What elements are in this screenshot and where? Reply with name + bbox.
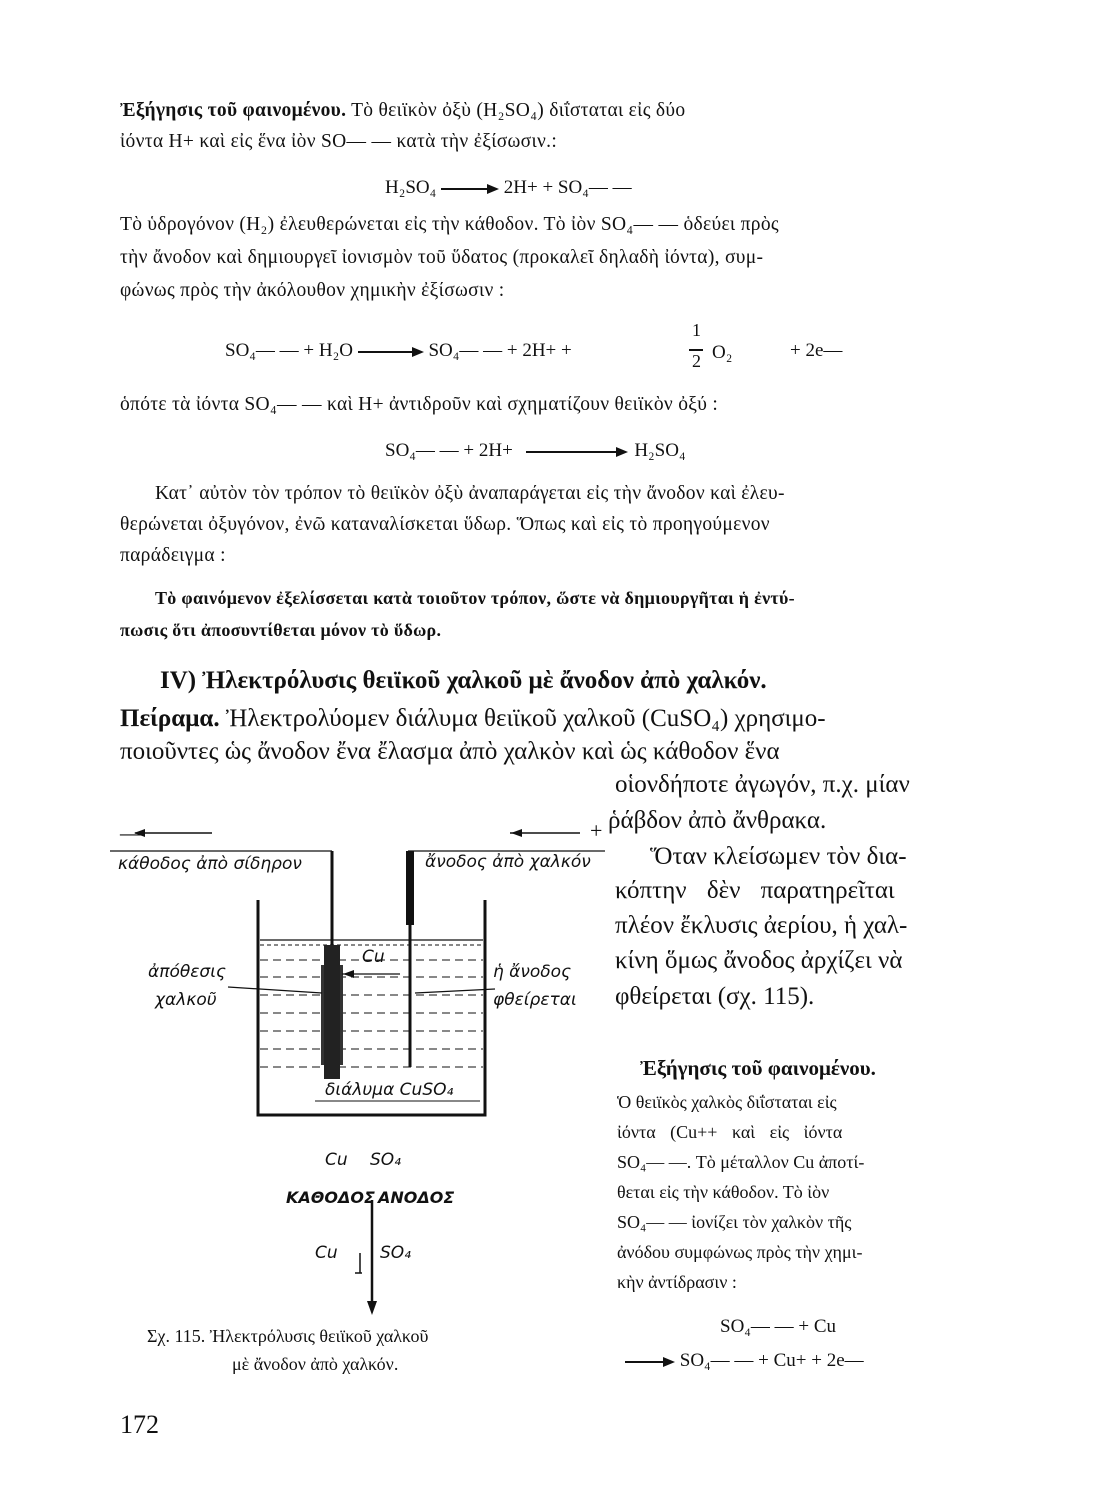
paragraph-3-line-1: Κατ᾽ αὐτὸν τὸν τρόπον τὸ θειϊκὸν ὀξὺ ἀναπαράγεται εἰς τὴν ἄνοδον καὶ ἐλευ- [155, 483, 785, 504]
equation-1 [385, 177, 632, 199]
experiment-line-7: πλέον ἔκλυσις ἀερίου, ἡ χαλ- [615, 912, 908, 939]
fraction-denominator: 2 [692, 351, 701, 371]
plus-sign: + [590, 818, 603, 843]
anode-decay-label-1: ἡ ἄνοδος [493, 962, 572, 982]
paragraph-3-line-2: θερώνεται ὀξυγόνον, ἐνῶ καταναλίσκεται ὕδωρ. Ὅπως καὶ εἰς τὸ προηγούμενον [120, 514, 770, 535]
intro-line-1-rest: Τὸ θειϊκὸν ὀξὺ (H₂SO₄) διΐσταται εἰς δύο [351, 100, 686, 121]
solution-label: διάλυμα CuSO₄ [325, 1080, 454, 1100]
electrolysis-diagram [110, 815, 610, 1335]
explanation-line-6: ἀνόδου συμφώνως πρὸς τὴν χημι- [617, 1242, 863, 1262]
equation-1-right: 2H+ + SO₄— — [503, 177, 632, 198]
minus-sign: — [120, 820, 142, 845]
explanation-equation-product: SO₄— — + Cu+ + 2e— [679, 1350, 864, 1371]
copper-deposit [324, 945, 340, 1079]
conclusion-line-1: Τὸ φαινόμενον ἐξελίσσεται κατὰ τοιοῦτον τρόπον, ὥστε νὰ δημιουργῆται ἡ ἐντύ- [155, 588, 795, 608]
left-arrow-icon [511, 829, 522, 837]
equation-1-left: H₂SO₄ [385, 177, 437, 198]
equation-3-left: SO₄— — + 2H+ [385, 440, 513, 461]
experiment-line-9: φθείρεται (σχ. 115). [615, 983, 815, 1010]
down-arrow-icon [367, 1301, 377, 1315]
section-title: IV) Ἠλεκτρόλυσις θειϊκοῦ χαλκοῦ μὲ ἄνοδον ἀπὸ χαλκόν. [160, 667, 767, 694]
paragraph-1-line-2: τὴν ἄνοδον καὶ δημιουργεῖ ἰονισμὸν τοῦ ὕδατος (προκαλεῖ δηλαδὴ ἰόντα), συμ- [120, 247, 764, 268]
ion-so4-top: SO₄ [370, 1150, 401, 1170]
cu-ion-label: Cu [362, 947, 385, 967]
ion-cu-bottom: Cu [315, 1243, 338, 1263]
equation-3 [385, 440, 686, 462]
anode-caps-label: ΑΝΟΔΟΣ [378, 1188, 455, 1207]
intro-line-2: ἰόντα H+ καὶ εἰς ἕνα ἰὸν SO— — κατὰ τὴν ἐξίσωσιν.: [120, 131, 558, 152]
paragraph-2: ὁπότε τὰ ἰόντα SO₄— — καὶ H+ ἀντιδροῦν καὶ σχηματίζουν θειϊκὸν ὀξύ : [120, 394, 719, 415]
right-arrow-icon [625, 1356, 675, 1368]
equation-2-tail: + 2e— [790, 340, 843, 361]
experiment-line-6: κόπτην δὲν παρατηρεῖται [615, 877, 895, 904]
experiment-line-5: Ὅταν κλείσωμεν τὸν δια- [650, 843, 907, 870]
figure-caption-line-2: μὲ ἄνοδον ἀπὸ χαλκόν. [232, 1354, 399, 1374]
anode-decay-label-2: φθείρεται [493, 990, 577, 1010]
paragraph-1-line-3: φώνως πρὸς τὴν ἀκόλουθον χημικὴν ἐξίσωσιν : [120, 280, 505, 301]
explanation-equation-line-2 [625, 1350, 864, 1372]
intro-line-1 [120, 100, 685, 122]
equation-2-right: SO₄— — + 2H+ + [428, 340, 572, 361]
explanation-line-4: θεται εἰς τὴν κάθοδον. Τὸ ἰὸν [617, 1182, 830, 1202]
experiment-line-1-rest: Ἠλεκτρολύομεν διάλυμα θειϊκοῦ χαλκοῦ (CuSO₄) χρησιμο- [225, 705, 826, 732]
fraction-numerator: 1 [692, 320, 701, 340]
paragraph-3-line-3: παράδειγμα : [120, 545, 226, 566]
experiment-line-1 [120, 705, 826, 733]
figure-caption-line-1: Σχ. 115. Ἠλεκτρόλυσις θειϊκοῦ χαλκοῦ [147, 1326, 429, 1346]
explanation-equation-line-1: SO₄— — + Cu [720, 1316, 837, 1337]
explanation-line-1: Ὁ θειϊκὸς χαλκὸς διΐσταται εἰς [617, 1092, 837, 1112]
ion-cu-top: Cu [325, 1150, 348, 1170]
explanation-line-2: ἰόντα (Cu++ καὶ εἰς ἰόντα [617, 1122, 843, 1142]
equation-2-oxygen: O₂ [712, 342, 733, 363]
right-arrow-icon [441, 183, 499, 195]
explanation-line-7: κὴν ἀντίδρασιν : [617, 1272, 737, 1292]
explanation-line-3: SO₄— —. Τὸ μέταλλον Cu ἀποτί- [617, 1152, 865, 1172]
explanation-line-5: SO₄— — ἰονίζει τὸν χαλκὸν τῆς [617, 1212, 852, 1232]
equation-3-right: H₂SO₄ [634, 440, 686, 461]
deposit-pointer [228, 987, 322, 993]
equation-2 [225, 340, 572, 362]
experiment-label: Πείραμα. [120, 705, 220, 732]
cathode-caps-label: ΚΑΘΟΔΟΣ [286, 1188, 375, 1207]
right-arrow-icon [358, 346, 424, 358]
experiment-line-8: κίνη ὅμως ἄνοδος ἀρχίζει νὰ [615, 947, 903, 974]
anode-label: ἄνοδος ἀπὸ χαλκόν [425, 852, 591, 872]
experiment-line-4: ῥάβδον ἀπὸ ἄνθρακα. [608, 807, 827, 834]
page-number: 172 [120, 1410, 159, 1439]
conclusion-line-2: πωσις ὅτι ἀποσυντίθεται μόνον τὸ ὕδωρ. [120, 620, 442, 640]
equation-2-left: SO₄— — + H₂O [225, 340, 353, 361]
anode-rod [406, 851, 414, 925]
explanation-heading: Ἐξήγησις τοῦ φαινομένου. [640, 1056, 876, 1080]
intro-heading: Ἐξήγησις τοῦ φαινομένου. [120, 100, 347, 121]
ion-so4-bottom: SO₄ [380, 1243, 411, 1263]
experiment-line-2: ποιοῦντες ὡς ἄνοδον ἔνα ἔλασμα ἀπὸ χαλκὸν καὶ ὡς κάθοδον ἕνα [120, 738, 780, 765]
deposit-label-1: ἀπόθεσις [148, 962, 226, 982]
right-arrow-icon [518, 446, 630, 458]
experiment-line-3: οἱονδήποτε ἀγωγόν, π.χ. μίαν [615, 771, 910, 798]
cathode-label: κάθοδος ἀπὸ σίδηρον [118, 854, 302, 874]
deposit-label-2: χαλκοῦ [155, 990, 217, 1010]
paragraph-1-line-1: Τὸ ὑδρογόνον (H₂) ἐλευθερώνεται εἰς τὴν κάθοδον. Τὸ ἰὸν SO₄— — ὁδεύει πρὸς [120, 214, 779, 235]
anode-decay-pointer [415, 989, 495, 993]
